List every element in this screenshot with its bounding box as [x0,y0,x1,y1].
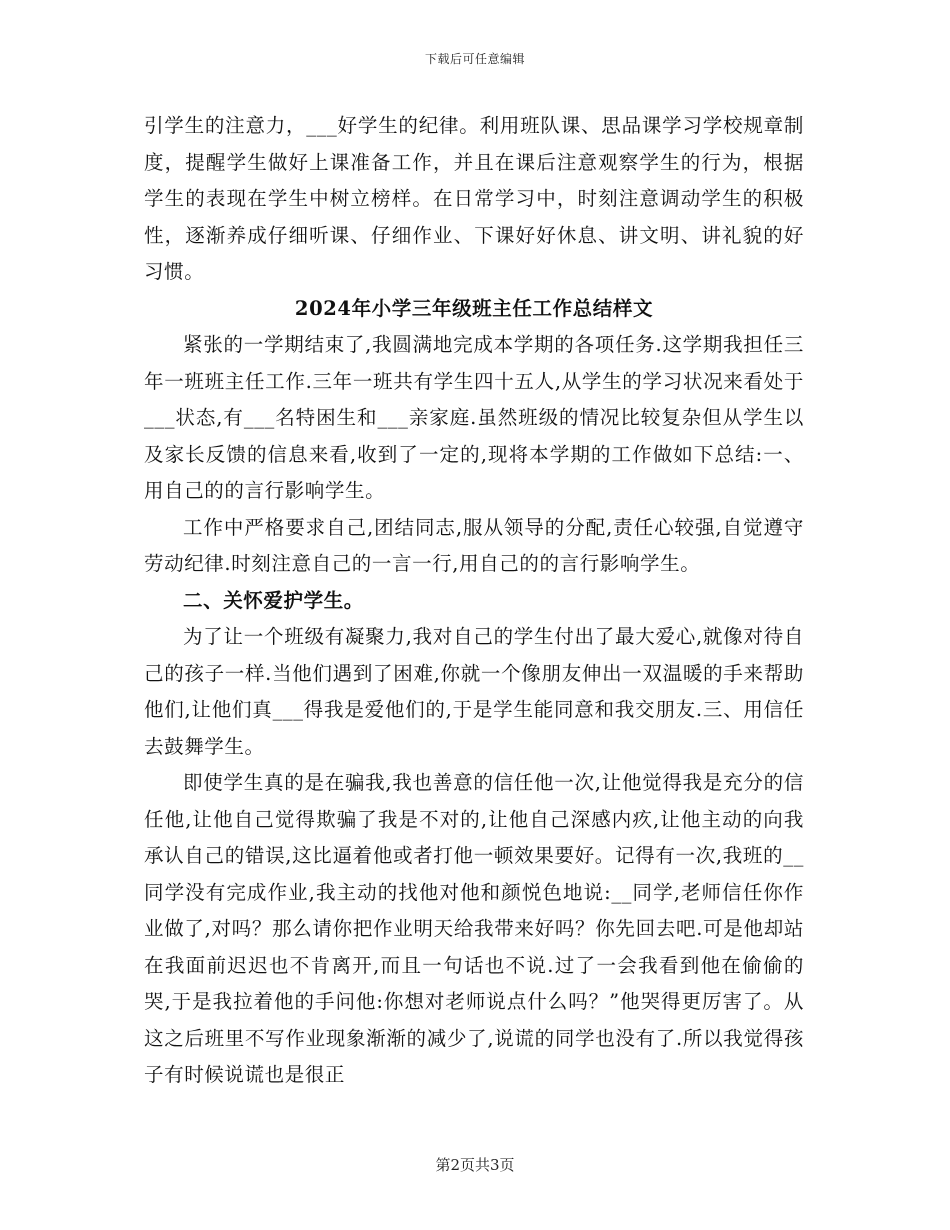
document-body [144,108,804,1094]
paragraph-intro: 紧张的一学期结束了,我圆满地完成本学期的各项任务.这学期我担任三年一班班主任工作.三年一班共有学生四十五人,从学生的学习状况来看处于___状态,有___名特困生和___亲家庭.虽然班级的情况比较复杂但从学生以及家长反馈的信息来看,收到了一定的,现将本学期的工作做如下总结:一、用自己的的言行影响学生。 [144,333,804,502]
section-heading-care: 二、关怀爱护学生。 [183,588,364,612]
page-number: 第2页共3页 [435,1156,515,1174]
page-header: 下载后可任意编辑 [424,52,525,66]
paragraph-self-discipline: 工作中严格要求自己,团结同志,服从领导的分配,责任心较强,自觉遵守劳动纪律.时刻注意自己的一言一行,用自己的的言行影响学生。 [144,515,804,575]
paragraph-care: 为了让一个班级有凝聚力,我对自己的学生付出了最大爱心,就像对待自己的孩子一样.当他们遇到了困难,你就一个像朋友伸出一双温暖的手来帮助他们,让他们真___得我是爱他们的,于是学生能同意和我交朋友.三、用信任去鼓舞学生。 [144,625,804,758]
continued-paragraph: 引学生的注意力，___好学生的纪律。利用班队课、思品课学习学校规章制度，提醒学生做好上课准备工作，并且在课后注意观察学生的行为，根据学生的表现在学生中树立榜样。在日常学习中，时刻注意调动学生的积极性，逐渐养成仔细听课、仔细作业、下课好好休息、讲文明、讲礼貌的好习惯。 [144,114,804,283]
document-title: 2024年小学三年级班主任工作总结样文 [294,296,654,320]
paragraph-trust: 即使学生真的是在骗我,我也善意的信任他一次,让他觉得我是充分的信任他,让他自己觉得欺骗了我是不对的,让他自己深感内疚,让他主动的向我承认自己的错误,这比逼着他或者打他一顿效果要好。记得有一次,我班的__同学没有完成作业,我主动的找他对他和颜悦色地说:__同学,老师信任你作业做了,对吗？那么请你把作业明天给我带来好吗？你先回去吧.可是他却站在我面前迟迟也不肯离开,而且一句话也不说.过了一会我看到他在偷偷的哭,于是我拉着他的手问他:你想对老师说点什么吗？”他哭得更厉害了。从这之后班里不写作业现象渐渐的减少了,说谎的同学也没有了.所以我觉得孩子有时候说谎也是很正 [144,771,804,1086]
